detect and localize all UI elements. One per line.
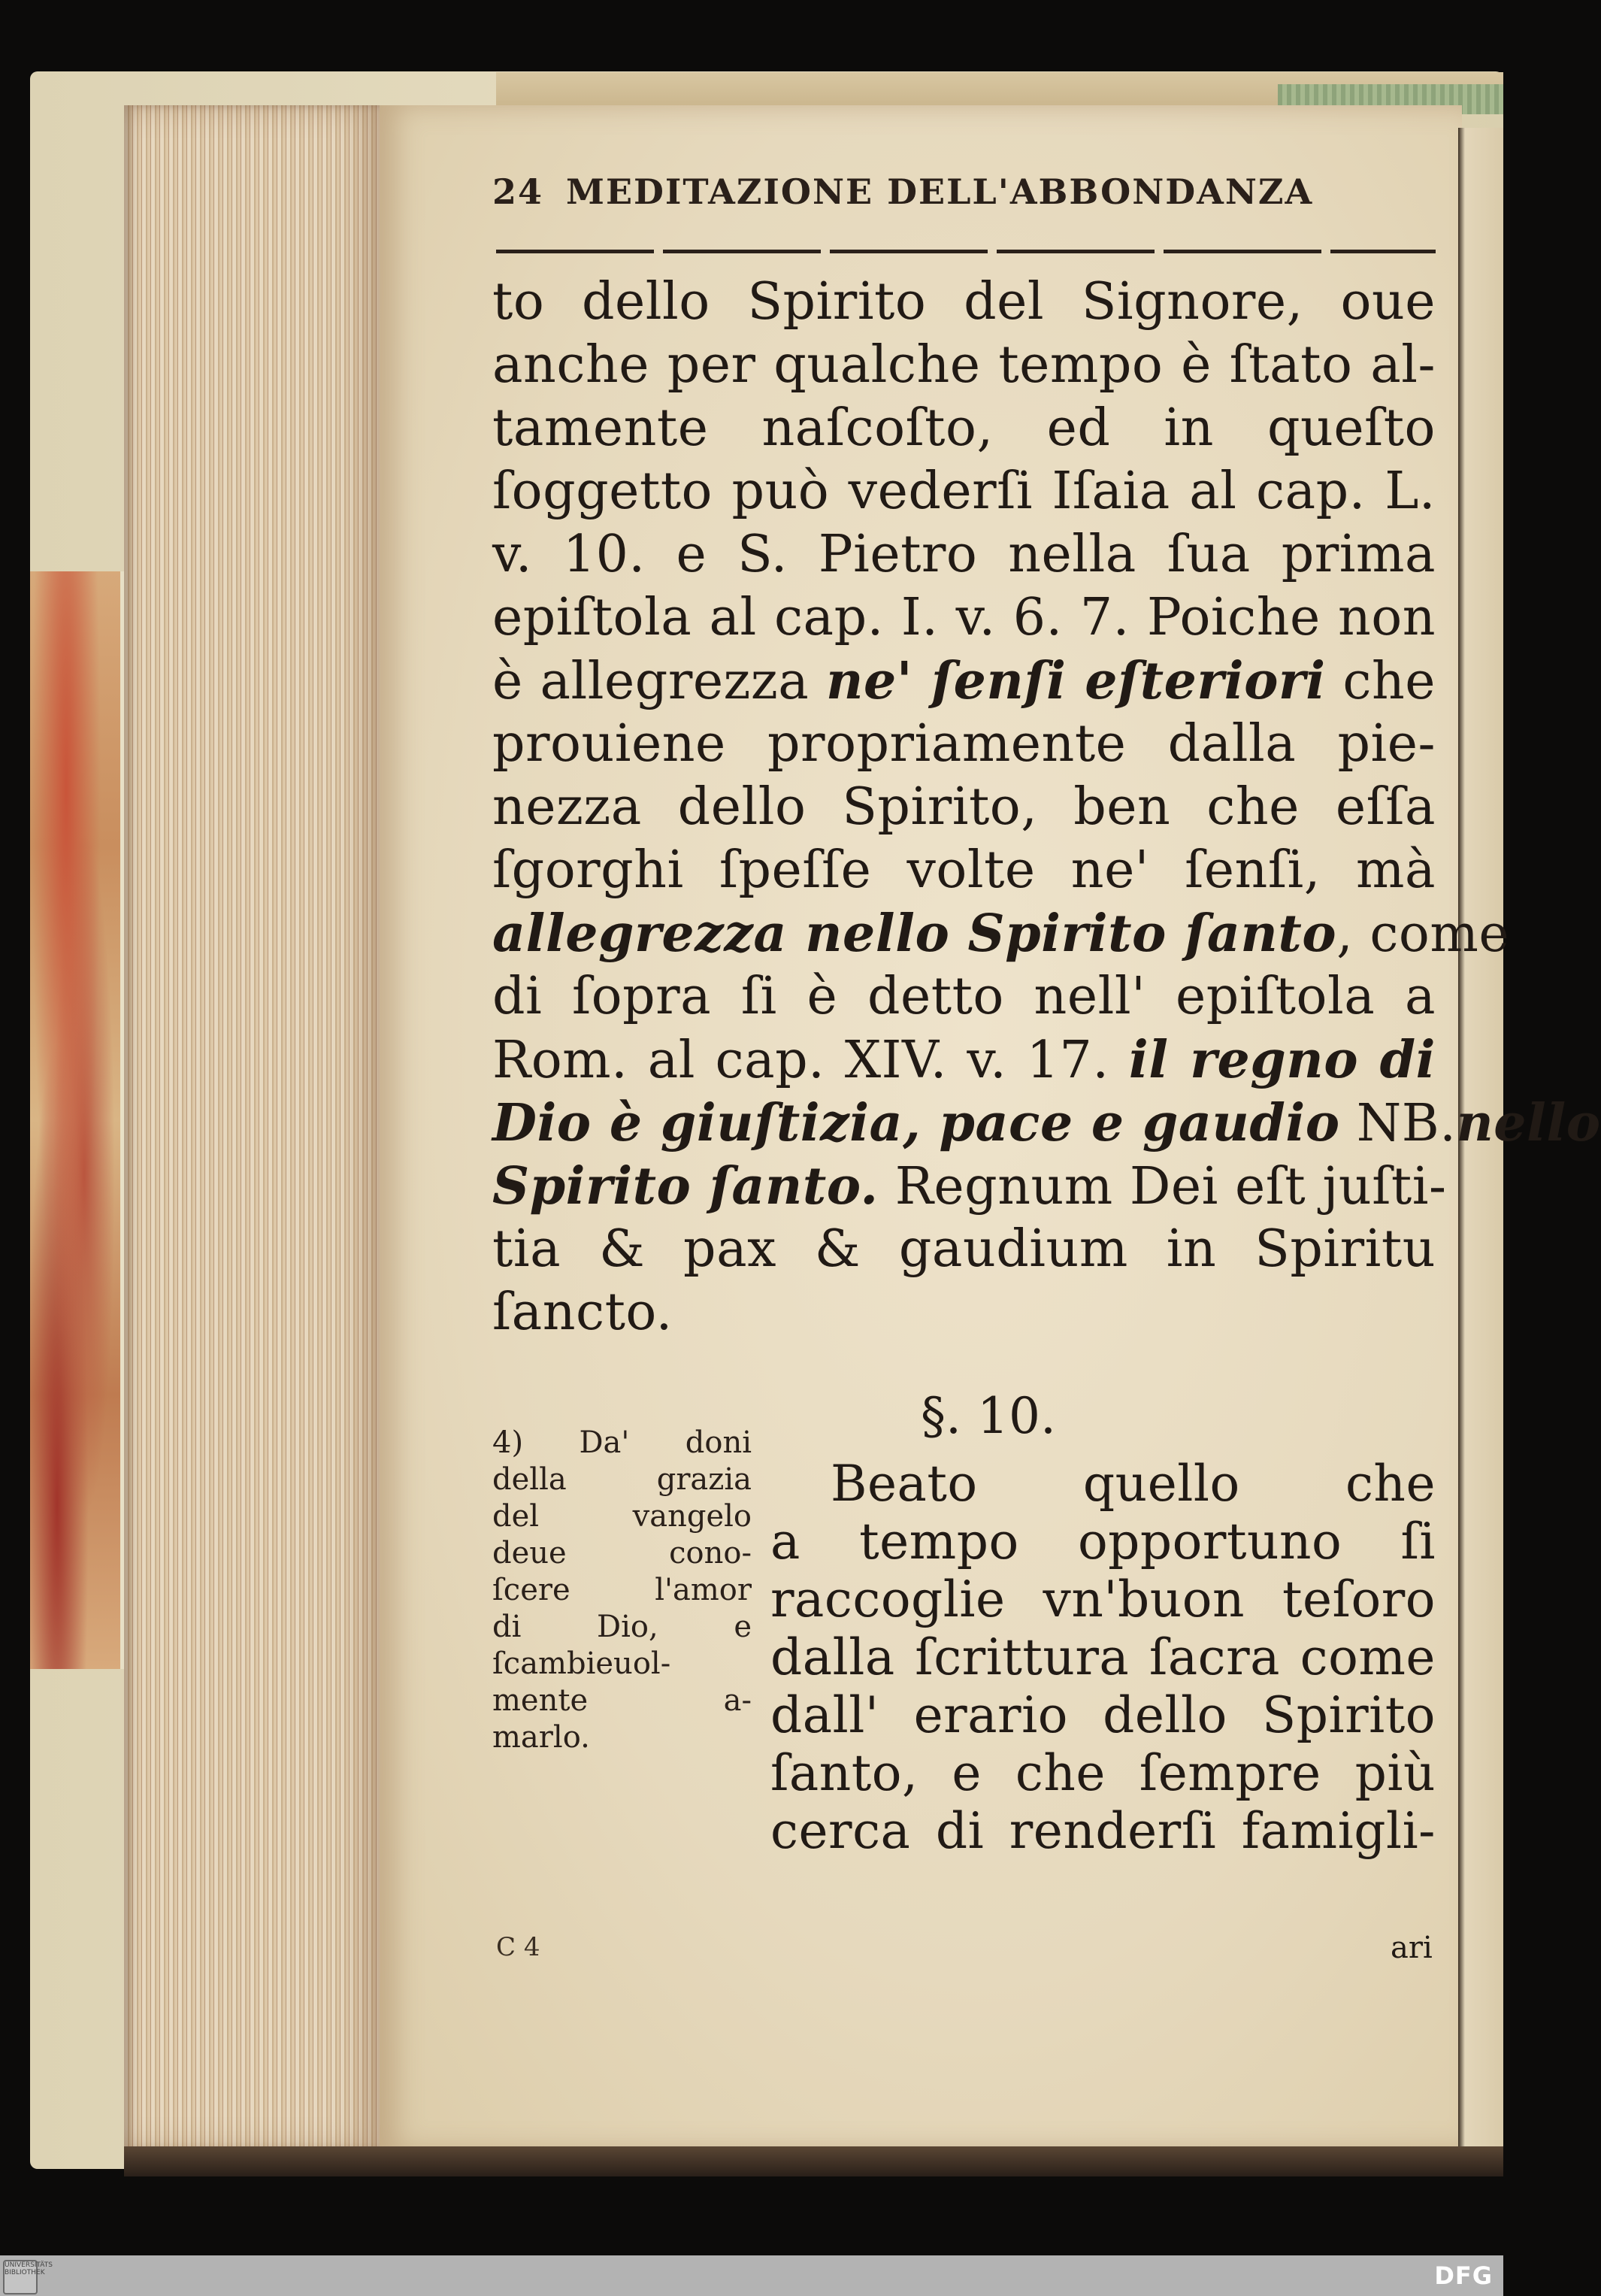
text-line: cerca di renderſi famigli-: [770, 1802, 1436, 1860]
text-segment: , come: [1336, 904, 1510, 964]
italic-phrase: Spirito ſanto.: [492, 1156, 879, 1216]
text-segment: è allegrezza: [492, 652, 810, 711]
main-paragraph: [492, 271, 1601, 1344]
margin-line: del vangelo: [492, 1499, 752, 1534]
text-line: [492, 1028, 1436, 1092]
text-line: [492, 902, 1510, 965]
text-segment: NB.: [1356, 1094, 1457, 1153]
text-line: Beato quello che: [831, 1455, 1436, 1513]
signature-mark: C 4: [496, 1932, 540, 1962]
margin-line: 4) Da' doni: [492, 1425, 752, 1460]
text-line: tia & pax & gaudium in Spiritu: [492, 1219, 1436, 1279]
text-line: tamente naſcoſto, ed in queſto: [492, 398, 1436, 458]
text-line: ſanto, e che ſempre più: [770, 1744, 1436, 1802]
text-line: epiſtola al cap. I. v. 6. 7. Poiche non: [492, 588, 1436, 647]
text-line: nezza dello Spirito, ben che eſſa: [492, 777, 1436, 837]
running-header: [492, 171, 1424, 212]
page-number: 24: [492, 171, 544, 212]
text-line: to dello Spirito del Signore, oue: [492, 272, 1436, 332]
text-line: anche per qualche tempo è ſtato al-: [492, 335, 1436, 395]
header-rule: [496, 250, 1436, 253]
margin-line: di Dio, e: [492, 1610, 752, 1644]
text-segment: che: [1342, 652, 1436, 711]
text-line: [492, 1092, 1601, 1155]
page-stack-edge: [124, 105, 383, 2150]
margin-line: deue cono-: [492, 1536, 752, 1571]
viewer-footer-bar: [0, 2255, 1503, 2296]
running-title: MEDITAZIONE DELL'ABBONDANZA: [566, 171, 1314, 212]
margin-line: marlo.: [492, 1720, 590, 1755]
bottom-shadow: [124, 2146, 1503, 2176]
text-line: dalla ſcrittura ſacra come: [770, 1628, 1436, 1686]
marbled-endpaper: [30, 571, 125, 1669]
text-segment: Rom. al cap. XIV. v. 17.: [492, 1031, 1109, 1090]
italic-phrase: ne' ſenſi eſteriori: [826, 651, 1326, 711]
italic-phrase: Dio è giuſtizia, pace e gaudio: [492, 1093, 1340, 1153]
text-line: ſoggetto può vederſi Iſaia al cap. L.: [492, 462, 1436, 521]
text-line: v. 10. e S. Pietro nella ſua prima: [492, 525, 1436, 584]
text-line: a tempo opportuno ſi: [770, 1513, 1436, 1571]
margin-note: [492, 1425, 752, 1756]
italic-phrase: il regno di: [1128, 1030, 1436, 1090]
text-line: ſgorghi ſpeſſe volte ne' ſenſi, mà: [492, 841, 1436, 900]
margin-line: mente a-: [492, 1683, 752, 1718]
italic-phrase: allegrezza nello Spirito ſanto: [492, 904, 1337, 964]
margin-line: ſcambieuol-: [492, 1646, 671, 1681]
text-line: raccoglie vn'buon teſoro: [770, 1571, 1436, 1628]
text-line: dall' erario dello Spirito: [770, 1686, 1436, 1744]
text-line: prouiene propriamente dalla pie-: [492, 714, 1436, 774]
catchword: ari: [1391, 1931, 1433, 1965]
text-line: [492, 1155, 1447, 1218]
margin-line: della grazia: [492, 1462, 752, 1497]
text-line: di ſopra ſi è detto nell' epiſtola a: [492, 967, 1436, 1026]
text-segment: Regnum Dei eſt juſti-: [894, 1157, 1447, 1216]
section-heading: §. 10.: [921, 1387, 1056, 1445]
section-paragraph: [770, 1455, 1436, 1860]
text-line: [492, 650, 1436, 713]
library-badge: UNIVERSITÄTS BIBLIOTHEK: [3, 2260, 38, 2294]
dfg-logo: DFG: [1434, 2261, 1493, 2290]
margin-line: ſcere l'amor: [492, 1573, 752, 1607]
text-line: ſancto.: [492, 1283, 673, 1342]
italic-phrase: nello: [1456, 1093, 1601, 1153]
